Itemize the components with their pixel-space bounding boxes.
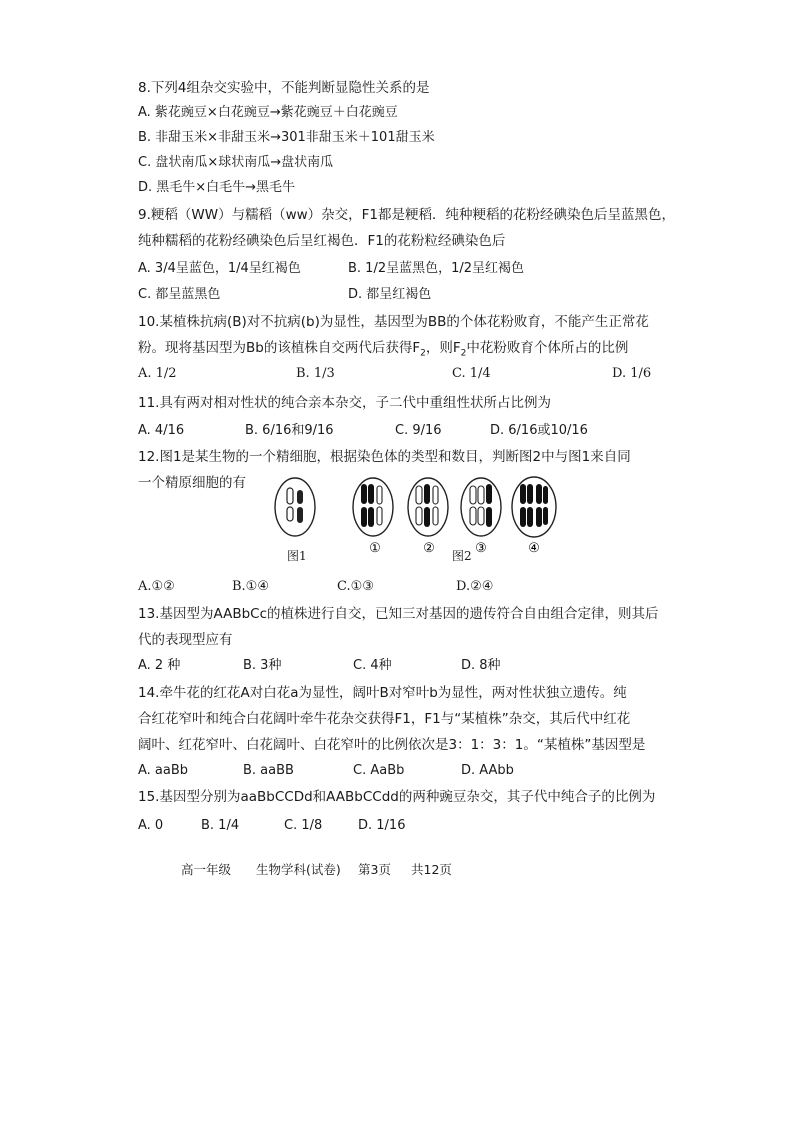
q12-option-a: A.①② <box>138 579 175 594</box>
q14-option-b: B. aaBB <box>243 763 294 778</box>
q12-option-d: D.②④ <box>456 579 494 594</box>
q10-option-b: B. 1/3 <box>296 366 335 381</box>
q8-option-a: A. 紫花豌豆×白花豌豆→紫花豌豆＋白花豌豆 <box>138 105 398 120</box>
q12-stem-line1: 12.图1是某生物的一个精细胞，根据染色体的类型和数目，判断图2中与图1来自同 <box>138 449 631 465</box>
fig2-cell-1 <box>353 478 393 536</box>
q10-option-d: D. 1/6 <box>612 366 652 381</box>
q8-option-b: B. 非甜玉米×非甜玉米→301非甜玉米＋101甜玉米 <box>138 130 435 145</box>
q11-option-d: D. 6/16或10/16 <box>490 423 588 438</box>
q10-stem-line2: 粉。现将基因型为Bb的该植株自交两代后获得$F_2$，则$F_2$中花粉败育个体所占的比例 <box>138 340 629 359</box>
q8-option-c: C. 盘状南瓜×球状南瓜→盘状南瓜 <box>138 155 334 170</box>
q10-option-c: C. 1/4 <box>452 366 491 381</box>
q14-option-d: D. AAbb <box>461 763 514 778</box>
fig2-cell-2 <box>408 478 448 536</box>
q11-option-b: B. 6/16和9/16 <box>245 423 334 438</box>
q9-stem-line1: 9.粳稻（WW）与糯稻（ww）杂交，F1都是粳稻．纯种粳稻的花粉经碘染色后呈蓝黑色， <box>138 207 676 223</box>
q13-option-d: D. 8种 <box>461 658 501 673</box>
q15-option-c: C. 1/8 <box>284 818 323 833</box>
chromosome-figure-svg <box>270 472 570 572</box>
chromosome-figure <box>270 472 570 572</box>
footer-grade: 高一年级 <box>181 862 232 877</box>
q8-stem: 8.下列4组杂交实验中，不能判断显隐性关系的是 <box>138 80 430 96</box>
footer-subject: 生物学科(试卷) <box>256 862 341 877</box>
q9-option-c: C. 都呈蓝黑色 <box>138 287 221 302</box>
q13-stem-line2: 代的表现型应有 <box>138 632 233 648</box>
q13-stem-line1: 13.基因型为AABbCc的植株进行自交，已知三对基因的遗传符合自由组合定律，则其后 <box>138 606 659 622</box>
q11-option-c: C. 9/16 <box>395 423 442 438</box>
fig1-caption: 图1 <box>287 549 307 563</box>
fig2-cell-4 <box>512 477 556 537</box>
q12-stem-line2: 一个精原细胞的有 <box>138 475 246 491</box>
q13-option-c: C. 4种 <box>353 658 392 673</box>
q10-stem-line1: 10.某植株抗病(B)对不抗病(b)为显性，基因型为BB的个体花粉败育，不能产生正常花 <box>138 314 649 330</box>
fig2-label-4: ④ <box>528 541 540 556</box>
footer-total: 共12页 <box>411 862 452 877</box>
q10-option-a: A. 1/2 <box>138 366 177 381</box>
q15-option-b: B. 1/4 <box>201 818 240 833</box>
fig2-label-3: ③ <box>475 541 487 556</box>
q14-stem-line1: 14.牵牛花的红花A对白花a为显性，阔叶B对窄叶b为显性，两对性状独立遗传。纯 <box>138 685 627 701</box>
q14-stem-line2: 合红花窄叶和纯合白花阔叶牵牛花杂交获得F1，F1与“某植株”杂交，其后代中红花 <box>138 711 631 727</box>
q14-stem-line3: 阔叶、红花窄叶、白花阔叶、白花窄叶的比例依次是3：1：3：1。“某植株”基因型是 <box>138 737 646 753</box>
fig2-caption: 图2 <box>452 549 472 563</box>
q9-stem-line2: 纯种糯稻的花粉经碘染色后呈红褐色．F1的花粉粒经碘染色后 <box>138 233 506 249</box>
q15-stem: 15.基因型分别为aaBbCCDd和AABbCCdd的两种豌豆杂交，其子代中纯合子的比例为 <box>138 789 656 805</box>
q14-option-c: C. AaBb <box>353 763 405 778</box>
q12-option-c: C.①③ <box>337 579 374 594</box>
q9-option-b: B. 1/2呈蓝黑色，1/2呈红褐色 <box>348 261 525 276</box>
q9-option-a: A. 3/4呈蓝色，1/4呈红褐色 <box>138 261 301 276</box>
q13-option-b: B. 3种 <box>243 658 282 673</box>
q15-option-a: A. 0 <box>138 818 164 833</box>
footer-page: 第3页 <box>358 862 391 877</box>
q8-option-d: D. 黑毛牛×白毛牛→黑毛牛 <box>138 180 296 195</box>
q11-option-a: A. 4/16 <box>138 423 185 438</box>
fig1-cell <box>275 478 315 536</box>
fig2-label-2: ② <box>423 541 435 556</box>
fig2-label-1: ① <box>369 541 381 556</box>
q9-option-d: D. 都呈红褐色 <box>348 287 432 302</box>
q14-option-a: A. aaBb <box>138 763 189 778</box>
fig2-cell-3 <box>461 478 501 536</box>
q11-stem: 11.具有两对相对性状的纯合亲本杂交，子二代中重组性状所占比例为 <box>138 395 551 411</box>
q15-option-d: D. 1/16 <box>358 818 406 833</box>
q13-option-a: A. 2 种 <box>138 658 181 673</box>
q12-option-b: B.①④ <box>232 579 269 594</box>
